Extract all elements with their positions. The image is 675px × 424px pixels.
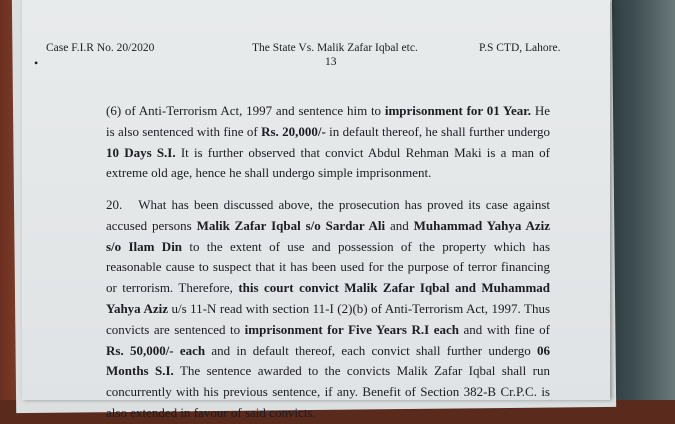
case-title: The State Vs. Malik Zafar Iqbal etc.	[252, 42, 418, 54]
document-page	[22, 0, 610, 420]
text-run: He is also sentenced with fine of	[106, 103, 550, 139]
bold-run: imprisonment for Five Years R.I each	[244, 321, 459, 337]
text-run: in default thereof, he shall further undergo	[325, 123, 551, 139]
text-run: and in default thereof, each convict shall further undergo	[205, 342, 537, 358]
text-run: to the extent of use and possession of the property which has reasonable cause to suspect that it has been used for the purpose of terror financing or terrorism. Therefore,	[106, 238, 551, 296]
bold-run: Rs. 50,000/- each	[106, 342, 206, 358]
paragraph-sentence-continued	[106, 101, 550, 184]
desk-surface-right	[605, 0, 675, 400]
text-run: The sentence awarded to the convicts Malik Zafar Iqbal shall run concurrently with his previous sentence, if any. Benefit of Section 382-B Cr.P.C. is also extended in favour of said convicts.	[106, 363, 550, 420]
case-number: Case F.I.R No. 20/2020	[46, 42, 155, 54]
text-run: What has been discussed above, the prosecution has proved its case against accused persons	[106, 197, 550, 233]
text-run: It is further observed that convict Abdul Rehman Maki is a man of extreme old age, hence he shall undergo simple imprisonment.	[106, 144, 550, 181]
bullet-mark: •	[34, 56, 39, 70]
paragraph-20	[106, 195, 550, 424]
paragraph-number: 20.	[106, 197, 123, 212]
bold-run: imprisonment for 01 Year.	[384, 103, 532, 118]
page-number: 13	[325, 56, 337, 68]
bold-run: this court convict Malik Zafar Iqbal and Muhammad Yahya Aziz	[106, 280, 551, 316]
text-run: (6) of Anti-Terrorism Act, 1997 and sentence him to	[106, 103, 385, 118]
police-station: P.S CTD, Lahore.	[479, 42, 561, 54]
bold-run: 10 Days S.I.	[106, 144, 176, 160]
text-run: u/s 11-N read with section 11-I (2)(b) of Anti-Terrorism Act, 1997. Thus convicts are sentenced to	[106, 300, 551, 337]
text-run: and with fine of	[459, 321, 551, 337]
bold-run: 06 Months S.I.	[106, 342, 550, 379]
bold-run: Malik Zafar Iqbal s/o Sardar Ali	[196, 217, 386, 233]
bold-run: Rs. 20,000/-	[261, 123, 326, 139]
bold-run: Muhammad Yahya Aziz s/o Ilam Din	[106, 217, 551, 254]
text-run: and	[385, 217, 414, 233]
